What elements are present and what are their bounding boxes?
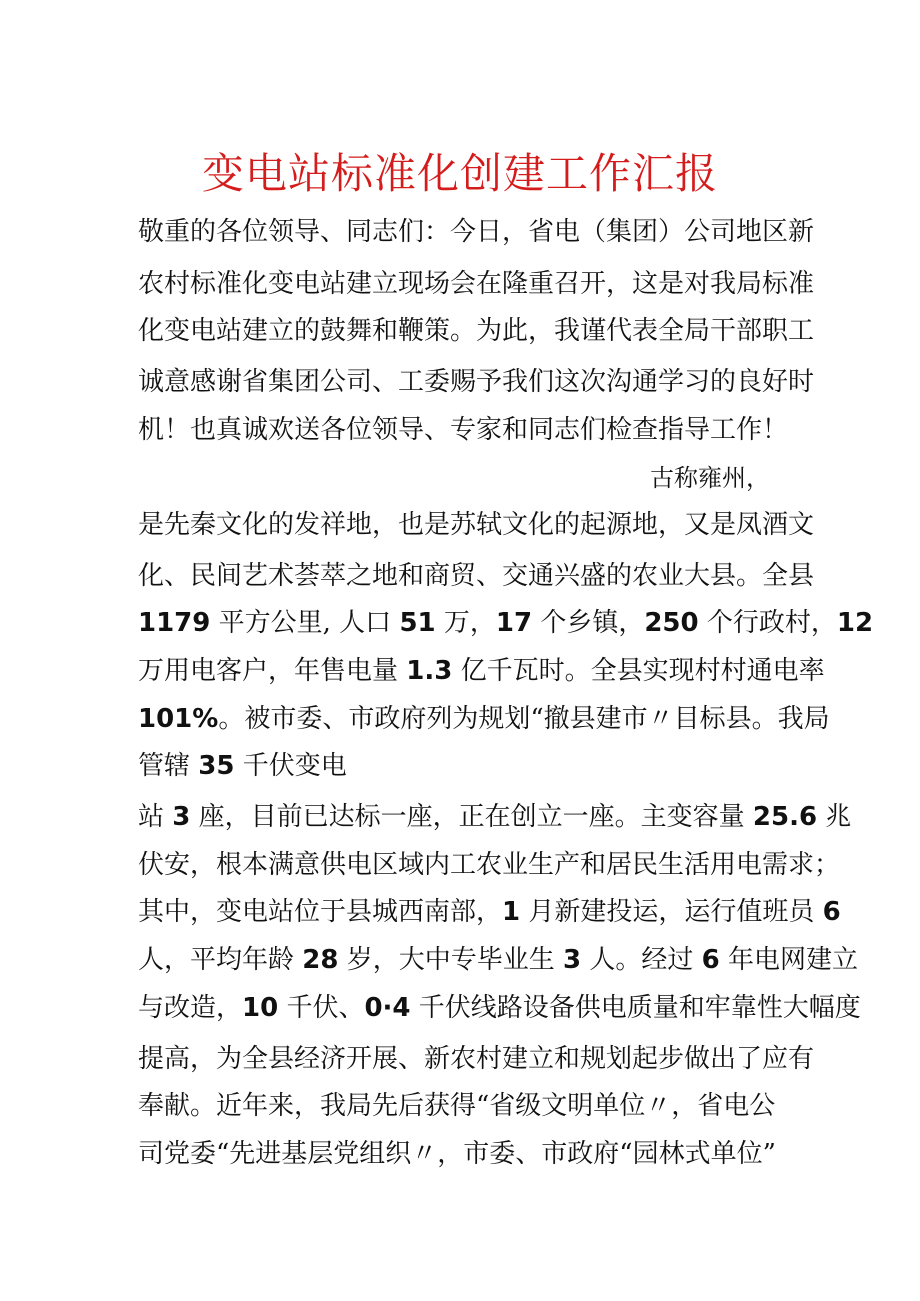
body-line: 万用电客户，年售电量 1.3 亿千瓦时。全县实现村村通电率 bbox=[138, 656, 825, 686]
body-line: 伏安，根本满意供电区域内工农业生产和居民生活用电需求； bbox=[138, 850, 841, 880]
body-line: 司党委“先进基层党组织〃，市委、市政府“园林式单位” bbox=[138, 1139, 776, 1169]
number-text: 250 bbox=[644, 608, 699, 638]
number-text: 1 bbox=[502, 897, 521, 927]
number-text: 10 bbox=[242, 993, 279, 1023]
number-text: 6 bbox=[701, 945, 720, 975]
document-title: 变电站标准化创建工作汇报 bbox=[201, 149, 718, 198]
number-text: 1179 bbox=[138, 608, 211, 638]
number-text: 35 bbox=[198, 751, 235, 781]
body-line: 与改造，10 千伏、0·4 千伏线路设备供电质量和牢靠性大幅度 bbox=[138, 993, 861, 1023]
number-text: 17 bbox=[495, 608, 533, 638]
body-line: 101%。被市委、市政府列为规划“撤县建市〃目标县。我局 bbox=[138, 704, 830, 734]
body-line: 是先秦文化的发祥地，也是苏轼文化的起源地，又是凤酒文 bbox=[138, 510, 815, 540]
body-line: 其中，变电站位于县城西南部，1 月新建投运，运行值班员 6 bbox=[138, 897, 841, 927]
body-line: 1179 平方公里, 人口 51 万，17 个乡镇，250 个行政村，12 bbox=[138, 608, 874, 638]
body-line: 人，平均年龄 28 岁，大中专毕业生 3 人。经过 6 年电网建立 bbox=[138, 945, 858, 975]
body-line: 站 3 座，目前已达标一座，正在创立一座。主变容量 25.6 兆 bbox=[138, 802, 852, 832]
number-text: 3 bbox=[172, 802, 191, 832]
body-line-right: 古称雍州， bbox=[650, 464, 770, 492]
body-line: 奉献。近年来，我局先后获得“省级文明单位〃，省电公 bbox=[138, 1091, 776, 1121]
body-line: 敬重的各位领导、同志们：今日，省电（集团）公司地区新 bbox=[138, 217, 815, 247]
body-line: 农村标准化变电站建立现场会在隆重召开，这是对我局标准 bbox=[138, 269, 815, 299]
number-text: 25.6 bbox=[752, 802, 818, 832]
body-line: 管辖 35 千伏变电 bbox=[138, 751, 347, 781]
number-text: 3 bbox=[562, 945, 582, 975]
number-text: 6 bbox=[822, 897, 841, 927]
number-text: 1.3 bbox=[406, 656, 453, 686]
body-line: 提高，为全县经济开展、新农村建立和规划起步做出了应有 bbox=[138, 1044, 815, 1074]
body-line: 化变电站建立的鼓舞和鞭策。为此，我谨代表全局干部职工 bbox=[138, 316, 815, 346]
number-text: 51 bbox=[399, 608, 436, 638]
number-text: 0·4 bbox=[364, 993, 411, 1023]
body-line: 化、民间艺术荟萃之地和商贸、交通兴盛的农业大县。全县 bbox=[138, 561, 815, 591]
number-text: 101% bbox=[138, 704, 219, 734]
number-text: 28 bbox=[302, 945, 339, 975]
body-line: 诚意感谢省集团公司、工委赐予我们这次沟通学习的良好时 bbox=[138, 367, 815, 397]
number-text: 12 bbox=[836, 608, 874, 638]
body-line: 机！也真诚欢送各位领导、专家和同志们检查指导工作！ bbox=[138, 415, 789, 445]
